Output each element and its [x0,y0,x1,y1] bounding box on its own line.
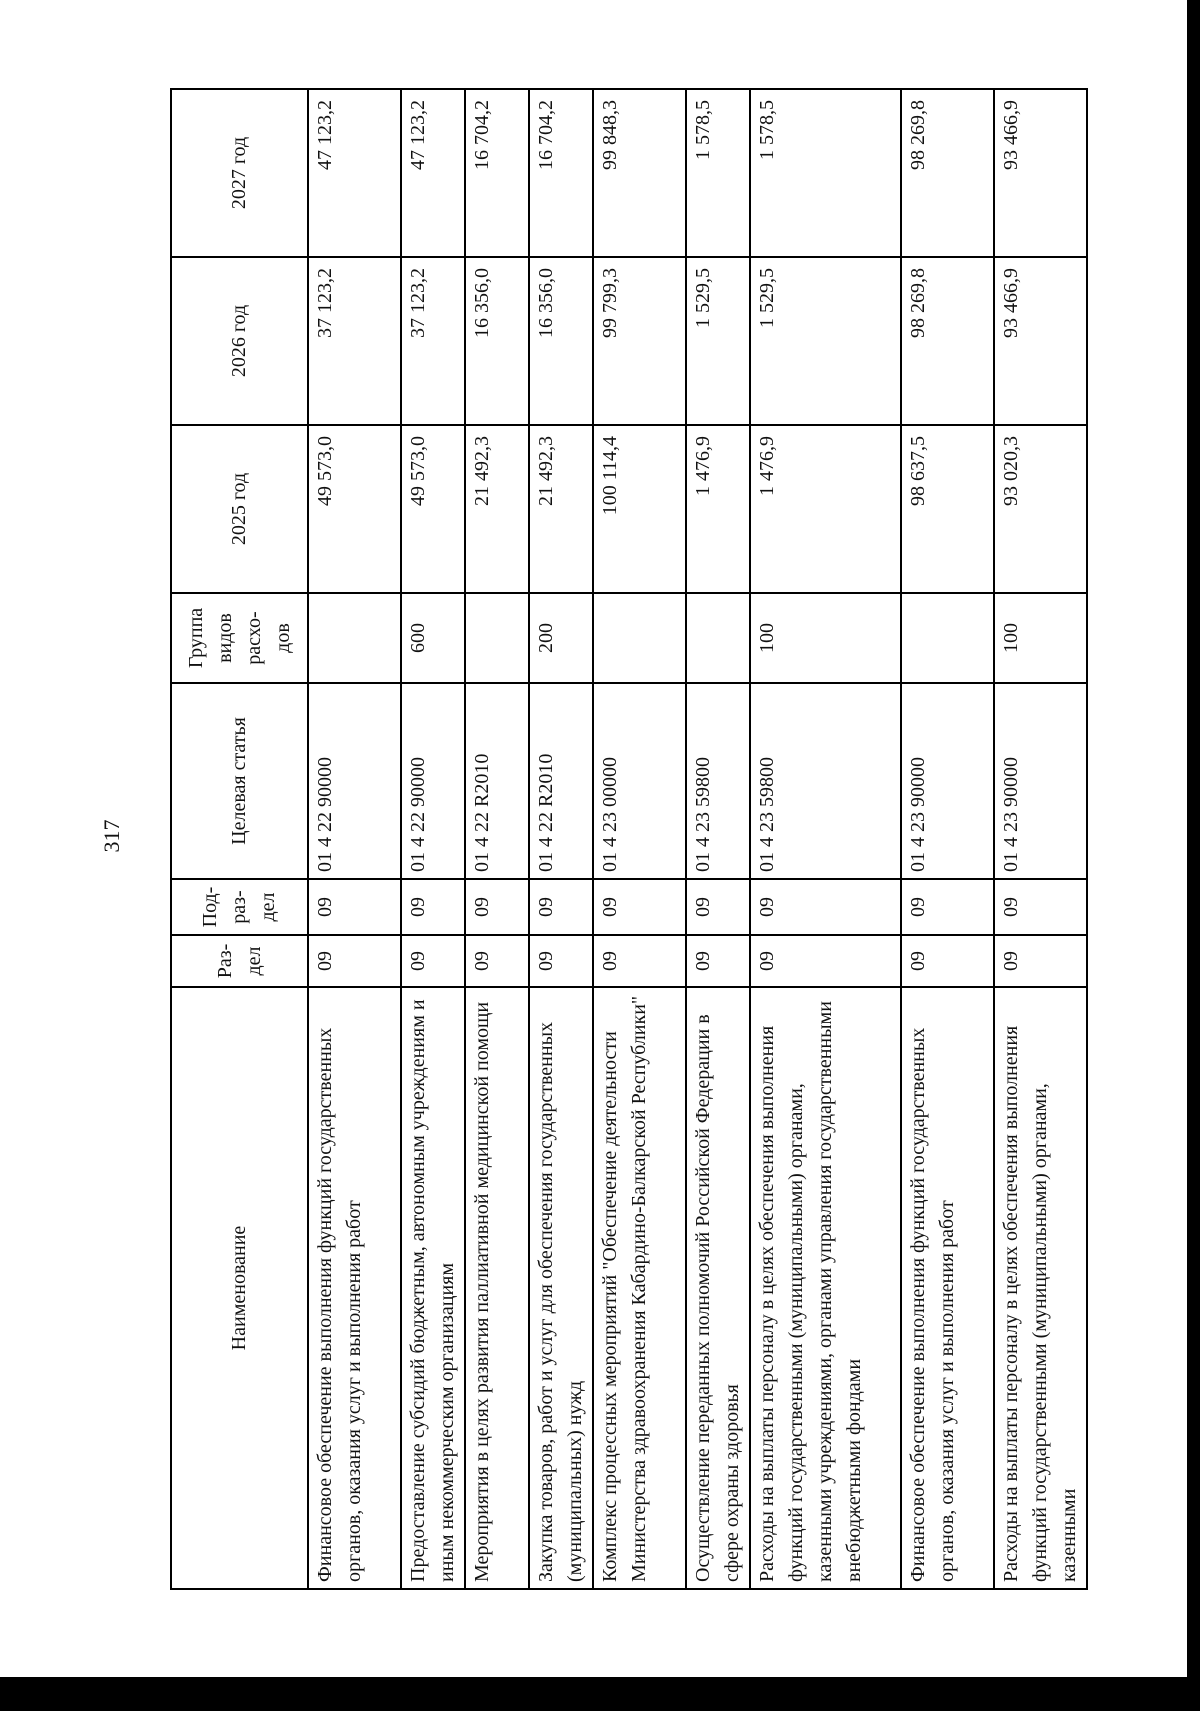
cell-podrazdel: 09 [401,879,465,935]
budget-table [170,88,1088,1590]
cell-celevaya: 01 4 22 90000 [401,683,465,879]
cell-podrazdel: 09 [593,879,686,935]
cell-celevaya: 01 4 22 R2010 [529,683,593,879]
cell-gruppa: 100 [750,593,901,683]
rotated-table-container [170,90,1200,1590]
cell-2025: 1 476,9 [750,425,901,593]
cell-gruppa [593,593,686,683]
page-number: 317 [99,819,124,853]
cell-celevaya: 01 4 23 59800 [750,683,901,879]
cell-razdel: 09 [686,935,750,987]
cell-gruppa [686,593,750,683]
cell-gruppa [308,593,401,683]
header-podrazdel: Под-раз-дел [171,879,308,935]
cell-podrazdel: 09 [529,879,593,935]
cell-razdel: 09 [994,935,1087,987]
cell-2027: 47 123,2 [308,89,401,257]
header-2025: 2025 год [171,425,308,593]
cell-name: Комплекс процессных мероприятий "Обеспечение деятельности Министерства здравоохранения Кабардино-Балкарской Республики" [593,987,686,1589]
scan-edge-bottom [0,1677,1200,1711]
table-row [593,89,686,1589]
table-row [686,89,750,1589]
cell-razdel: 09 [529,935,593,987]
cell-name: Мероприятия в целях развития паллиативной медицинской помощи [465,987,529,1589]
table-row [465,89,529,1589]
cell-2025: 98 637,5 [901,425,994,593]
cell-2027: 98 269,8 [901,89,994,257]
table-row [529,89,593,1589]
cell-podrazdel: 09 [308,879,401,935]
cell-2025: 49 573,0 [401,425,465,593]
cell-2027: 16 704,2 [529,89,593,257]
cell-gruppa: 600 [401,593,465,683]
table-row [994,89,1087,1589]
cell-2027: 1 578,5 [750,89,901,257]
cell-celevaya: 01 4 22 R2010 [465,683,529,879]
header-razdel: Раз-дел [171,935,308,987]
cell-razdel: 09 [308,935,401,987]
table-row [901,89,994,1589]
cell-podrazdel: 09 [686,879,750,935]
cell-2027: 99 848,3 [593,89,686,257]
cell-gruppa [465,593,529,683]
cell-2025: 93 020,3 [994,425,1087,593]
cell-razdel: 09 [401,935,465,987]
cell-2026: 37 123,2 [308,257,401,425]
header-celevaya: Целевая статья [171,683,308,879]
header-2027: 2027 год [171,89,308,257]
cell-razdel: 09 [750,935,901,987]
cell-gruppa [901,593,994,683]
cell-name: Финансовое обеспечение выполнения функций государственных органов, оказания услуг и выполнения работ [308,987,401,1589]
cell-2027: 16 704,2 [465,89,529,257]
cell-razdel: 09 [465,935,529,987]
cell-razdel: 09 [593,935,686,987]
table-header-row [171,89,308,1589]
cell-razdel: 09 [901,935,994,987]
cell-2025: 21 492,3 [529,425,593,593]
cell-2025: 49 573,0 [308,425,401,593]
table-row [401,89,465,1589]
cell-2026: 93 466,9 [994,257,1087,425]
cell-2027: 93 466,9 [994,89,1087,257]
cell-2026: 16 356,0 [529,257,593,425]
cell-name: Предоставление субсидий бюджетным, автономным учреждениям и иным некоммерческим организациям [401,987,465,1589]
header-2026: 2026 год [171,257,308,425]
cell-name: Осуществление переданных полномочий Российской Федерации в сфере охраны здоровья [686,987,750,1589]
cell-celevaya: 01 4 23 59800 [686,683,750,879]
header-name: Наименование [171,987,308,1589]
cell-podrazdel: 09 [901,879,994,935]
cell-gruppa: 200 [529,593,593,683]
cell-2025: 21 492,3 [465,425,529,593]
cell-celevaya: 01 4 23 00000 [593,683,686,879]
cell-2026: 1 529,5 [750,257,901,425]
cell-2026: 1 529,5 [686,257,750,425]
cell-2027: 47 123,2 [401,89,465,257]
cell-celevaya: 01 4 23 90000 [901,683,994,879]
cell-2027: 1 578,5 [686,89,750,257]
cell-podrazdel: 09 [750,879,901,935]
cell-podrazdel: 09 [994,879,1087,935]
cell-2026: 37 123,2 [401,257,465,425]
cell-name: Расходы на выплаты персоналу в целях обеспечения выполнения функций государственными (муниципальными) органами, казенными учреждениями, органами управления государственными внебюджетными фондами [750,987,901,1589]
cell-name: Финансовое обеспечение выполнения функций государственных органов, оказания услуг и выполнения работ [901,987,994,1589]
table-row [308,89,401,1589]
cell-celevaya: 01 4 22 90000 [308,683,401,879]
cell-2026: 99 799,3 [593,257,686,425]
header-gruppa: Группа видов расхо-дов [171,593,308,683]
cell-celevaya: 01 4 23 90000 [994,683,1087,879]
cell-podrazdel: 09 [465,879,529,935]
cell-2025: 1 476,9 [686,425,750,593]
cell-gruppa: 100 [994,593,1087,683]
cell-2026: 98 269,8 [901,257,994,425]
cell-name: Расходы на выплаты персоналу в целях обеспечения выполнения функций государственными (муниципальными) органами, казенными [994,987,1087,1589]
table-row [750,89,901,1589]
cell-2025: 100 114,4 [593,425,686,593]
cell-2026: 16 356,0 [465,257,529,425]
cell-name: Закупка товаров, работ и услуг для обеспечения государственных (муниципальных) нужд [529,987,593,1589]
